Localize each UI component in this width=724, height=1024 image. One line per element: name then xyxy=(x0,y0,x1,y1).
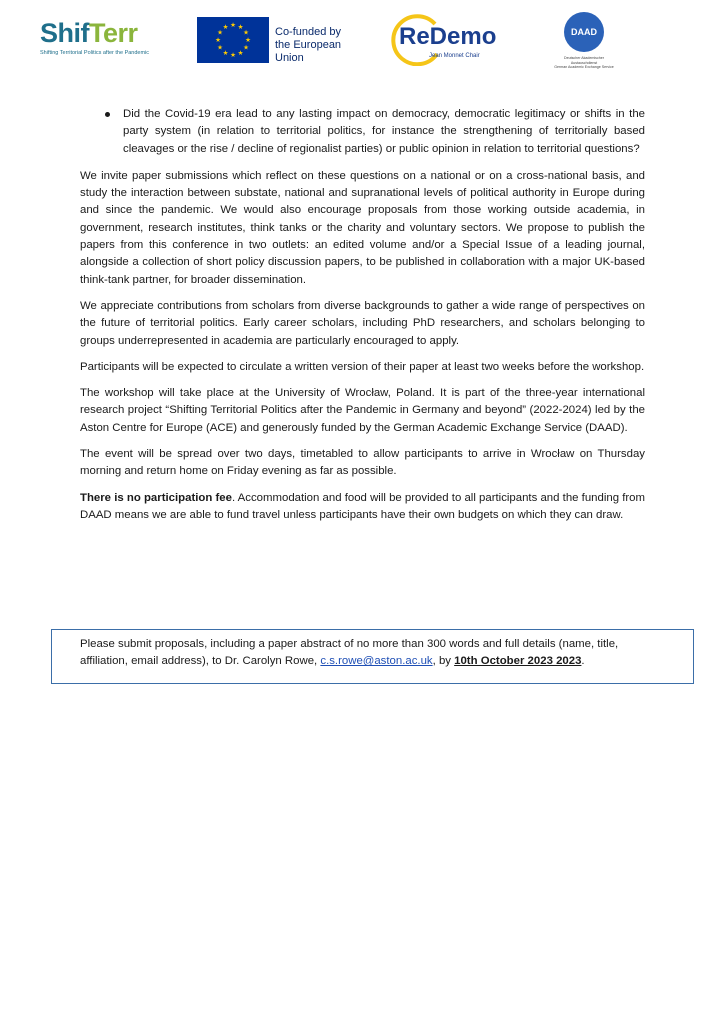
no-fee-notice: There is no participation fee xyxy=(80,491,232,504)
document-body xyxy=(80,106,645,533)
shifterr-tagline: Shifting Territorial Politics after the Pandemic xyxy=(40,50,150,56)
shifterr-logo xyxy=(40,16,150,62)
eu-star-icon: ★ xyxy=(243,29,249,37)
eu-cofunded-logo xyxy=(197,17,369,63)
eu-cofunded-text: Co-funded by the European Union xyxy=(275,26,342,64)
eu-star-icon: ★ xyxy=(237,24,244,32)
paragraph-schedule: The event will be spread over two days, timetabled to allow participants to arrive in Wrocław on Thursday morning and return home on Friday evening as far as possible. xyxy=(80,448,645,478)
eu-star-icon: ★ xyxy=(222,24,229,32)
paragraph-fee: There is no participation fee. Accommodation and food will be provided to all participants and the funding from DAAD means we are able to fund travel unless participants have their own budgets on which they can draw. xyxy=(80,491,645,521)
paragraph-venue: The workshop will take place at the University of Wrocław, Poland. It is part of the three-year international research project “Shifting Territorial Politics after the Pandemic in Germany and beyond” (2022-2024) led by the Aston Centre for Europe (ACE) and generously funded by the German Academic Exchange Service (DAAD). xyxy=(80,387,645,434)
eu-star-icon: ★ xyxy=(230,22,236,30)
redemo-wordmark: ReDemo xyxy=(399,23,497,50)
eu-star-icon: ★ xyxy=(217,44,223,52)
eu-star-icon: ★ xyxy=(237,50,244,58)
paragraph-circulation: Participants will be expected to circulate a written version of their paper at least two weeks before the workshop. xyxy=(80,360,645,373)
contact-email-link[interactable]: c.s.rowe@aston.ac.uk xyxy=(320,655,433,668)
eu-star-icon: ★ xyxy=(230,52,236,60)
bullet-question xyxy=(80,106,645,158)
daad-logo xyxy=(552,12,616,72)
redemo-subtitle: Jean Monnet Chair xyxy=(429,53,480,59)
paragraph-diversity: We appreciate contributions from scholars from diverse backgrounds to gather a wide range of perspectives on the future of territorial politics. Early career scholars, including PhD researchers, and scholars belonging to groups underrepresented in academia are particularly encouraged to apply. xyxy=(80,299,645,347)
shifterr-wordmark: ShifTerr xyxy=(40,18,138,48)
submission-instructions: Please submit proposals, including a paper abstract of no more than 300 words and full details (name, title, affiliation, email address), to Dr. Carolyn Rowe, c.s.rowe@aston.ac.uk, by 10th October 2023 2023. xyxy=(80,638,619,668)
daad-subtitle: Deutscher Akademischer Austauschdienst German Academic Exchange Service xyxy=(554,56,614,70)
bullet-icon xyxy=(105,112,110,117)
eu-star-icon: ★ xyxy=(215,37,221,45)
redemo-logo xyxy=(385,14,495,66)
submission-deadline: 10th October 2023 2023 xyxy=(454,655,582,668)
eu-flag-icon xyxy=(197,17,269,63)
paragraph-submissions: We invite paper submissions which reflect on these questions on a national or on a cross-national basis, and study the interaction between substate, national and supranational levels of political authority in Europe during and since the pandemic. We would also encourage proposals from those working outside academia, in government, research institutes, think tanks or the charity and voluntary sectors. We propose to publish the papers from this conference in two outlets: an edited volume and/or a Special Issue of a leading journal, alongside a collection of short policy discussion papers, to be published in collaboration with a major UK-based think-tank partner, for broader dissemination. xyxy=(80,169,645,286)
eu-star-icon: ★ xyxy=(222,50,229,58)
bullet-text: Did the Covid-19 era lead to any lasting impact on democracy, democratic legitimacy or shifts in the party system (in relation to territorial politics, for instance the strengthening of territorially based cleavages or the rise / decline of regionalist parties) or public opinion in relation to territorial questions? xyxy=(123,108,645,155)
header-logos xyxy=(0,10,724,70)
eu-star-icon: ★ xyxy=(243,44,249,52)
eu-star-icon: ★ xyxy=(245,37,251,45)
daad-circle-icon: DAAD xyxy=(564,12,604,52)
eu-star-icon: ★ xyxy=(217,29,223,37)
